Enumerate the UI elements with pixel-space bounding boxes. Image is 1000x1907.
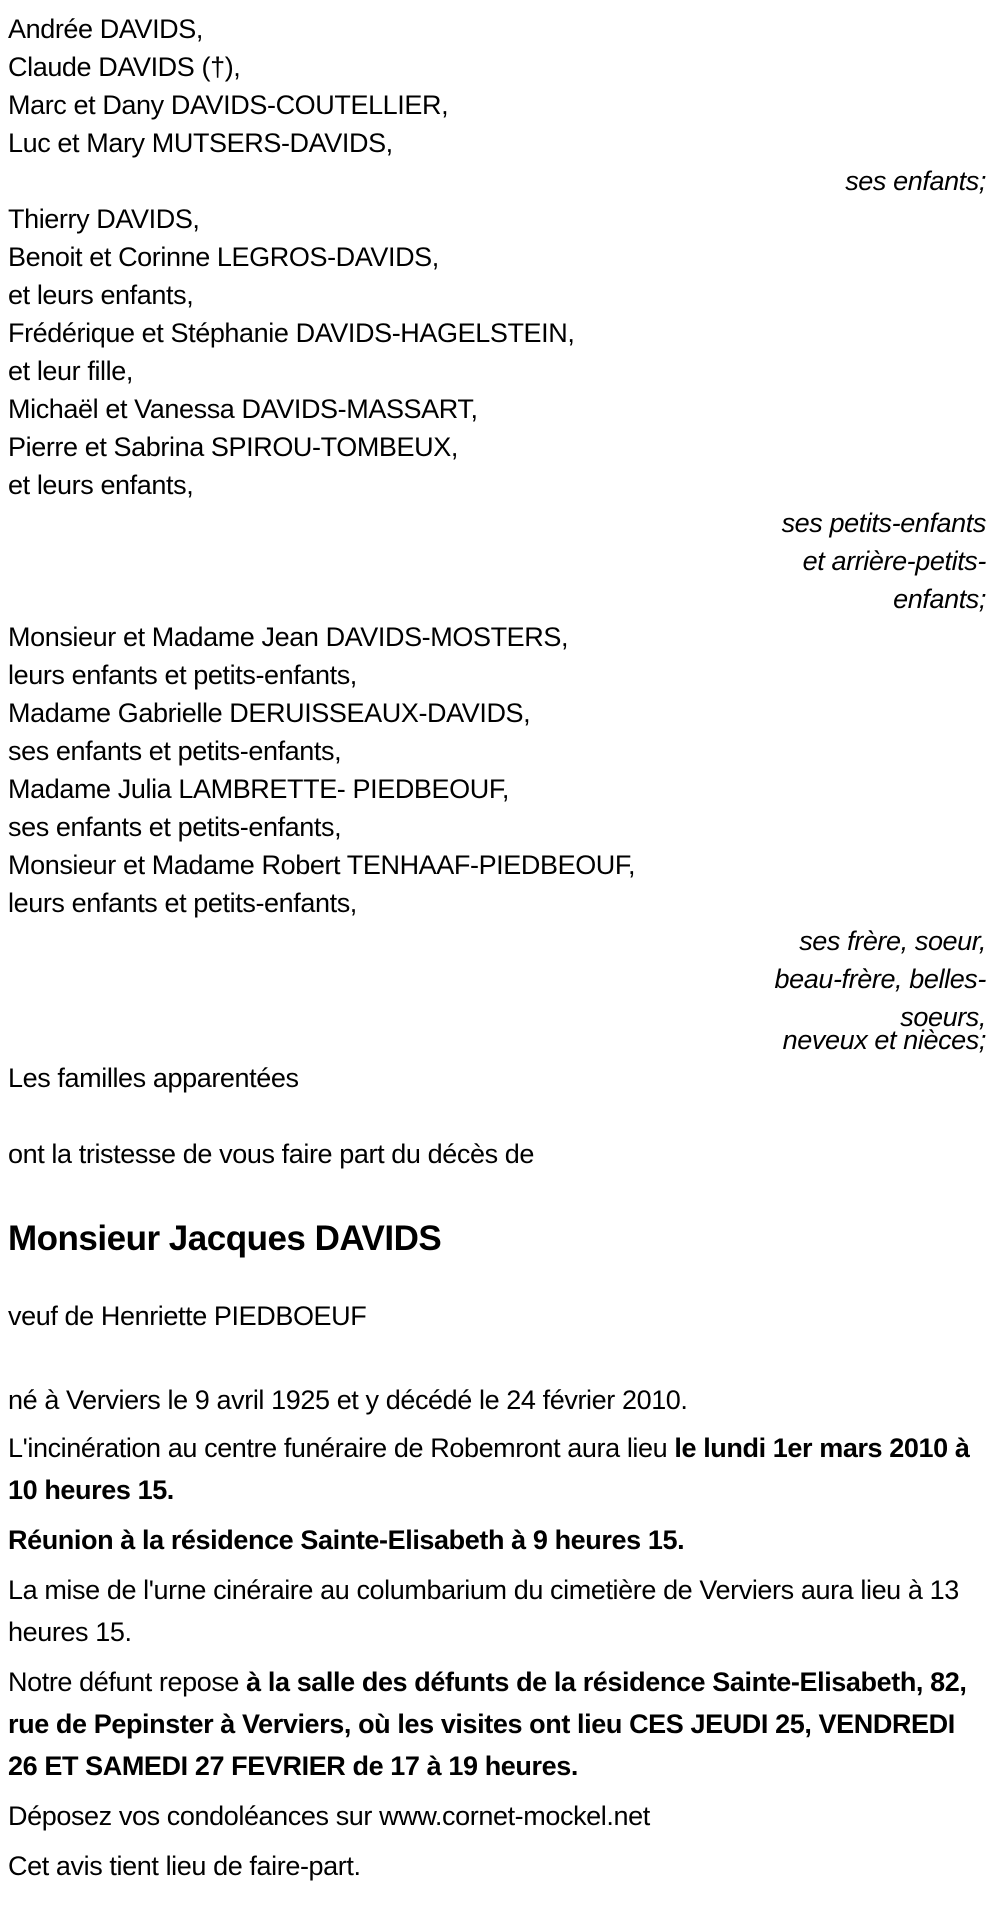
condolence-website-link[interactable]: www.cornet-mockel.net	[379, 1801, 650, 1831]
birth-death-line: né à Verviers le 9 avril 1925 et y décédé le 24 février 2010.	[8, 1385, 688, 1415]
grandchildren-group	[8, 200, 990, 618]
siblings-relationship-label: soeurs,	[900, 1002, 986, 1032]
final-notice-text: Cet avis tient lieu de faire-part.	[8, 1851, 361, 1881]
cremation-text: L'incinération au centre funéraire de Robemront aura lieu	[8, 1433, 675, 1463]
family-member-line: Benoit et Corinne LEGROS-DAVIDS,	[8, 242, 439, 272]
urn-paragraph	[8, 1569, 990, 1653]
family-member-line: Marc et Dany DAVIDS-COUTELLIER,	[8, 90, 449, 120]
related-families-line: Les familles apparentées	[8, 1063, 299, 1093]
family-member-line: Madame Gabrielle DERUISSEAUX-DAVIDS,	[8, 698, 531, 728]
reunion-bold: Réunion à la résidence Sainte-Elisabeth à 9 heures 15.	[8, 1525, 685, 1555]
announcement-line: ont la tristesse de vous faire part du décès de	[8, 1139, 535, 1169]
condolences-paragraph	[8, 1795, 990, 1837]
children-group	[8, 10, 990, 200]
family-member-line: ses enfants et petits-enfants,	[8, 736, 342, 766]
siblings-relationship-label: ses frère, soeur,	[799, 926, 986, 956]
grandchildren-relationship-label: et arrière-petits-	[802, 546, 986, 576]
family-member-line: et leurs enfants,	[8, 280, 194, 310]
widower-line: veuf de Henriette PIEDBOEUF	[8, 1301, 367, 1331]
repose-paragraph	[8, 1661, 990, 1787]
family-member-line: Monsieur et Madame Jean DAVIDS-MOSTERS,	[8, 622, 569, 652]
siblings-relationship-label: beau-frère, belles-	[774, 964, 986, 994]
family-member-line: leurs enfants et petits-enfants,	[8, 888, 357, 918]
cremation-datetime-bold: le lundi 1er mars 2010 à 10 heures 15.	[8, 1433, 970, 1505]
family-member-line: et leurs enfants,	[8, 470, 194, 500]
children-relationship-label: ses enfants;	[845, 166, 986, 196]
family-member-line: Luc et Mary MUTSERS-DAVIDS,	[8, 128, 393, 158]
cremation-paragraph	[8, 1427, 990, 1511]
urn-text: La mise de l'urne cinéraire au columbarium du cimetière de Verviers aura lieu à 13 heures 15.	[8, 1575, 959, 1647]
family-member-line: Michaël et Vanessa DAVIDS-MASSART,	[8, 394, 478, 424]
family-member-line: leurs enfants et petits-enfants,	[8, 660, 357, 690]
family-member-line: ses enfants et petits-enfants,	[8, 812, 342, 842]
grandchildren-relationship-label: enfants;	[893, 584, 986, 614]
family-member-line: Andrée DAVIDS,	[8, 14, 203, 44]
deceased-name: Monsieur Jacques DAVIDS	[8, 1219, 442, 1258]
grandchildren-relationship-label: ses petits-enfants	[781, 508, 986, 538]
siblings-relationship-label: neveux et nièces;	[782, 1025, 986, 1055]
family-member-line: Frédérique et Stéphanie DAVIDS-HAGELSTEIN,	[8, 318, 575, 348]
condolences-text: Déposez vos condoléances sur	[8, 1801, 380, 1831]
family-member-line: Madame Julia LAMBRETTE- PIEDBEOUF,	[8, 774, 510, 804]
final-notice-line	[8, 1845, 990, 1887]
family-member-line: et leur fille,	[8, 356, 133, 386]
family-member-line: Claude DAVIDS (†),	[8, 52, 241, 82]
repose-visits-bold: à la salle des défunts de la résidence Sainte-Elisabeth, 82, rue de Pepinster à Verviers, où les visites ont lieu CES JEUDI 25, VENDREDI 26 ET SAMEDI 27 FEVRIER de 17 à 19 heures.	[8, 1667, 967, 1781]
family-member-line: Pierre et Sabrina SPIROU-TOMBEUX,	[8, 432, 458, 462]
reunion-paragraph	[8, 1519, 990, 1561]
family-member-line: Monsieur et Madame Robert TENHAAF-PIEDBEOUF,	[8, 850, 636, 880]
family-member-line: Thierry DAVIDS,	[8, 204, 200, 234]
siblings-group	[8, 618, 990, 1059]
repose-text: Notre défunt repose	[8, 1667, 247, 1697]
